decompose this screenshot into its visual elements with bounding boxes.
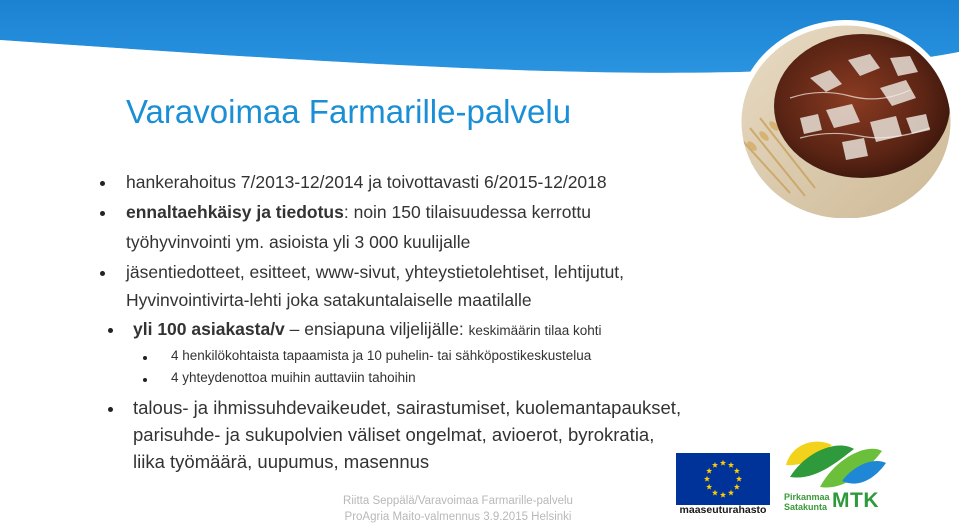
bullet-icon xyxy=(100,271,105,276)
eu-caption: maaseuturahasto xyxy=(679,504,767,516)
sub-bullet-text: 4 henkilökohtaista tapaamista ja 10 puhelin- tai sähköpostikeskustelua xyxy=(171,348,592,363)
slide-footer xyxy=(300,493,616,524)
bullet-icon xyxy=(100,181,105,186)
bullet-text: hankerahoitus 7/2013-12/2014 ja toivottavasti 6/2015-12/2018 xyxy=(126,172,607,192)
bullet-text-continuation: työhyvinvointi ym. asioista yli 3 000 kuulijalle xyxy=(126,232,471,252)
bullet-rest-text: : noin 150 tilaisuudessa kerrottu xyxy=(343,202,591,222)
bullet-text: jäsentiedotteet, esitteet, www-sivut, yhteystietolehtiset, lehtijutut, xyxy=(126,262,625,282)
footer-line-1: Riitta Seppälä/Varavoimaa Farmarille-palvelu xyxy=(343,495,573,507)
bullet-text xyxy=(133,319,601,340)
bullet-text-continuation: Hyvinvointivirta-lehti joka satakuntalaiselle maatilalle xyxy=(126,290,532,310)
bullet-icon xyxy=(100,211,105,216)
mtk-region-1: Pirkanmaa xyxy=(784,492,830,502)
bullet-text: talous- ja ihmissuhdevaikeudet, sairastumiset, kuolemantapaukset, xyxy=(133,397,682,418)
bullet-bold-text: yli 100 asiakasta/v xyxy=(133,319,285,339)
bullet-text-continuation: parisuhde- ja sukupolvien väliset ongelmat, avioerot, byrokratia, xyxy=(133,424,655,445)
bullet-small-text: keskimäärin tilaa kohti xyxy=(468,323,602,338)
bullet-icon xyxy=(108,328,113,333)
footer-line-2: ProAgria Maito-valmennus 3.9.2015 Helsinki xyxy=(344,511,572,523)
mtk-name: MTK xyxy=(832,489,879,512)
mtk-logo xyxy=(782,437,888,493)
eu-flag-logo xyxy=(676,453,770,505)
bullet-mid-text: – ensiapuna viljelijälle: xyxy=(284,319,469,339)
mtk-region-label xyxy=(784,492,830,512)
mtk-region-2: Satakunta xyxy=(784,502,828,512)
bullet-bold-text: ennaltaehkäisy ja tiedotus xyxy=(126,202,344,222)
sub-bullet-text: 4 yhteydenottoa muihin auttaviin tahoihin xyxy=(171,370,416,385)
bullet-text-continuation: liika työmäärä, uupumus, masennus xyxy=(133,451,430,472)
bullet-icon xyxy=(108,407,113,412)
slide-title: Varavoimaa Farmarille-palvelu xyxy=(126,93,572,130)
sub-bullet-icon xyxy=(143,356,147,360)
bullet-text xyxy=(126,202,591,223)
sub-bullet-icon xyxy=(143,378,147,382)
